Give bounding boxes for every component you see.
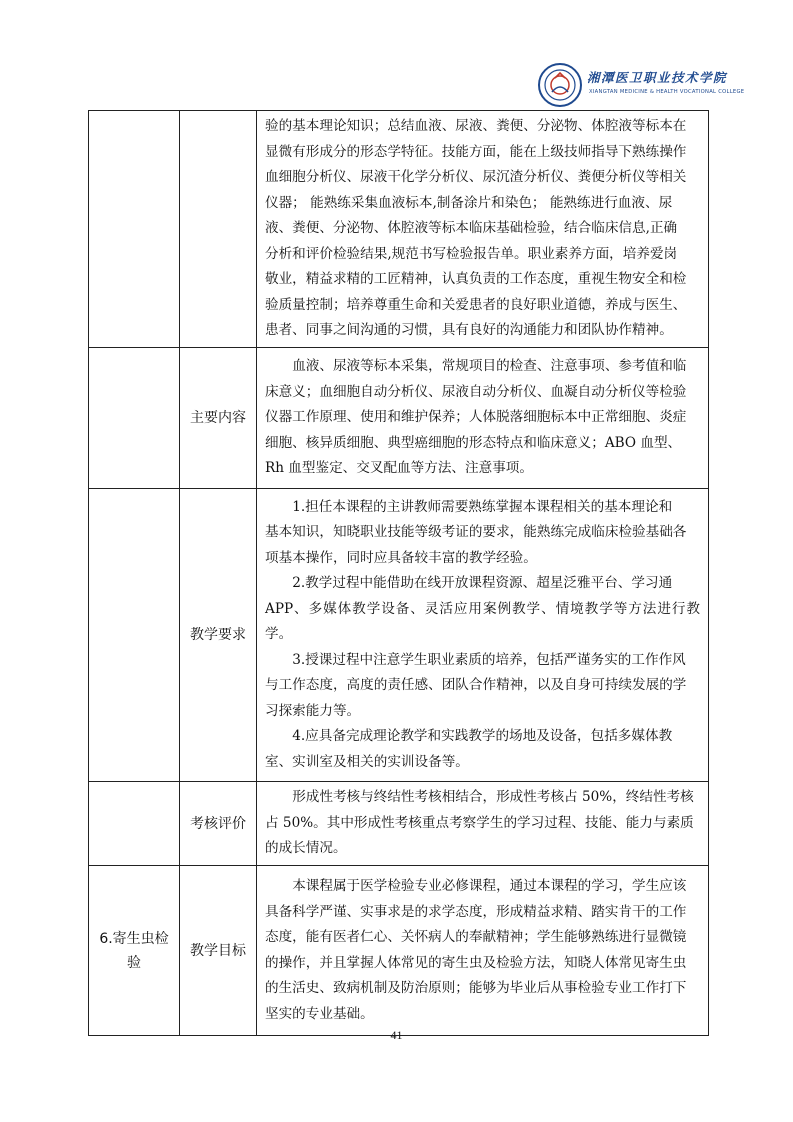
content-line: 形成性考核与终结性考核相结合，形成性考核占 50%，终结性考核 xyxy=(292,789,694,806)
course-cell-continued xyxy=(89,782,180,866)
content-line: 本课程属于医学检验专业必修课程，通过本课程的学习，学生应该 xyxy=(292,878,687,894)
course-cell-continued xyxy=(89,488,180,782)
content-line: 习探索能力等。 xyxy=(265,702,361,719)
college-emblem-icon xyxy=(537,62,583,108)
content-line: 验的基本理论知识；总结血液、尿液、粪便、分泌物、体腔液等标本在 xyxy=(265,118,687,135)
content-cell xyxy=(257,782,709,866)
content-line: 2.教学过程中能借助在线开放课程资源、超星泛雅平台、学习通 xyxy=(292,575,673,591)
content-line: 4.应具备完成理论教学和实践教学的场地及设备，包括多媒体教 xyxy=(292,728,673,744)
content-line: 项基本操作，同时应具备较丰富的教学经验。 xyxy=(265,549,537,566)
course-cell-continued xyxy=(89,111,180,348)
content-line: 3.授课过程中注意学生职业素质的培养，包括严谨务实的工作作风 xyxy=(292,651,686,668)
content-line: 细胞、核异质细胞、典型癌细胞的形态特点和临床意义；ABO 血型、 xyxy=(265,434,682,451)
content-line: 具备科学严谨、实事求是的求学态度，形成精益求精、踏实肯干的工作 xyxy=(265,903,687,920)
content-line: 显微有形成分的形态学特征。技能方面，能在上级技师指导下熟练操作 xyxy=(265,143,687,160)
content-line: 血细胞分析仪、尿液干化学分析仪、尿沉渣分析仪、粪便分析仪等相关 xyxy=(265,169,687,186)
table-row xyxy=(89,111,709,348)
college-name-en: XIANGTAN MEDICINE & HEALTH VOCATIONAL COLLEGE xyxy=(589,89,745,95)
content-line: 与工作态度，高度的责任感、团队合作精神，以及自身可持续发展的学 xyxy=(265,677,687,693)
course-name-line: 6.寄生虫检 xyxy=(99,930,169,947)
course-name-cell xyxy=(89,866,180,1036)
content-line: 患者、同事之间沟通的习惯，具有良好的沟通能力和团队协作精神。 xyxy=(265,322,673,339)
course-table xyxy=(88,110,709,1036)
table-row xyxy=(89,866,709,1036)
label-cell-continued xyxy=(180,111,257,348)
page-number: 41 xyxy=(390,1028,403,1042)
content-line: Rh 血型鉴定、交叉配血等方法、注意事项。 xyxy=(265,460,533,476)
content-line: 液、粪便、分泌物、体腔液等标本临床基础检验，结合临床信息,正确 xyxy=(265,220,678,237)
content-cell xyxy=(257,111,709,348)
content-line: 1.担任本课程的主讲教师需要熟练掌握本课程相关的基本理论和 xyxy=(292,498,673,515)
content-line: APP、多媒体教学设备、灵活应用案例教学、情境教学等方法进行教学。 xyxy=(265,600,700,642)
row-label-main-content: 主要内容 xyxy=(180,348,257,489)
content-line: 床意义；血细胞自动分析仪、尿液自动分析仪、血凝自动分析仪等检验 xyxy=(265,383,687,400)
course-cell-continued xyxy=(89,348,180,489)
content-line: 室、实训室及相关的实训设备等。 xyxy=(265,753,469,770)
content-line: 敬业，精益求精的工匠精神，认真负责的工作态度，重视生物安全和检 xyxy=(265,271,687,288)
table-row xyxy=(89,782,709,866)
table-row xyxy=(89,348,709,489)
content-line: 占 50%。其中形成性考核重点考察学生的学习过程、技能、能力与素质 xyxy=(265,814,694,831)
row-label-assessment: 考核评价 xyxy=(180,782,257,866)
content-cell xyxy=(257,488,709,782)
row-label-teaching-requirements: 教学要求 xyxy=(180,488,257,782)
content-line: 仪器工作原理、使用和维护保养；人体脱落细胞标本中正常细胞、炎症 xyxy=(265,409,687,425)
college-logo xyxy=(537,62,747,110)
content-cell xyxy=(257,348,709,489)
content-line: 仪器； 能熟练采集血液标本,制备涂片和染色； 能熟练进行血液、尿 xyxy=(265,194,673,211)
college-name-cn: 湘潭医卫职业技术学院 xyxy=(587,70,728,85)
content-line: 的成长情况。 xyxy=(265,840,347,857)
content-line: 坚实的专业基础。 xyxy=(265,1005,374,1022)
content-line: 血液、尿液等标本采集，常规项目的检查、注意事项、参考值和临 xyxy=(292,358,687,374)
content-line: 基本知识，知晓职业技能等级考证的要求，能熟练完成临床检验基础各 xyxy=(265,524,687,540)
table-row xyxy=(89,488,709,782)
row-label-teaching-goals: 教学目标 xyxy=(180,866,257,1036)
content-line: 验质量控制；培养尊重生命和关爱患者的良好职业道德，养成与医生、 xyxy=(265,296,687,313)
content-line: 分析和评价检验结果,规范书写检验报告单。职业素养方面，培养爱岗 xyxy=(265,245,678,262)
content-cell xyxy=(257,866,709,1036)
content-line: 的生活史、致病机制及防治原则；能够为毕业后从事检验专业工作打下 xyxy=(265,980,687,996)
content-line: 的操作，并且掌握人体常见的寄生虫及检验方法，知晓人体常见寄生虫 xyxy=(265,954,687,971)
content-line: 态度，能有医者仁心、关怀病人的奉献精神；学生能够熟练进行显微镜 xyxy=(265,929,687,945)
course-name-line: 验 xyxy=(127,954,141,971)
